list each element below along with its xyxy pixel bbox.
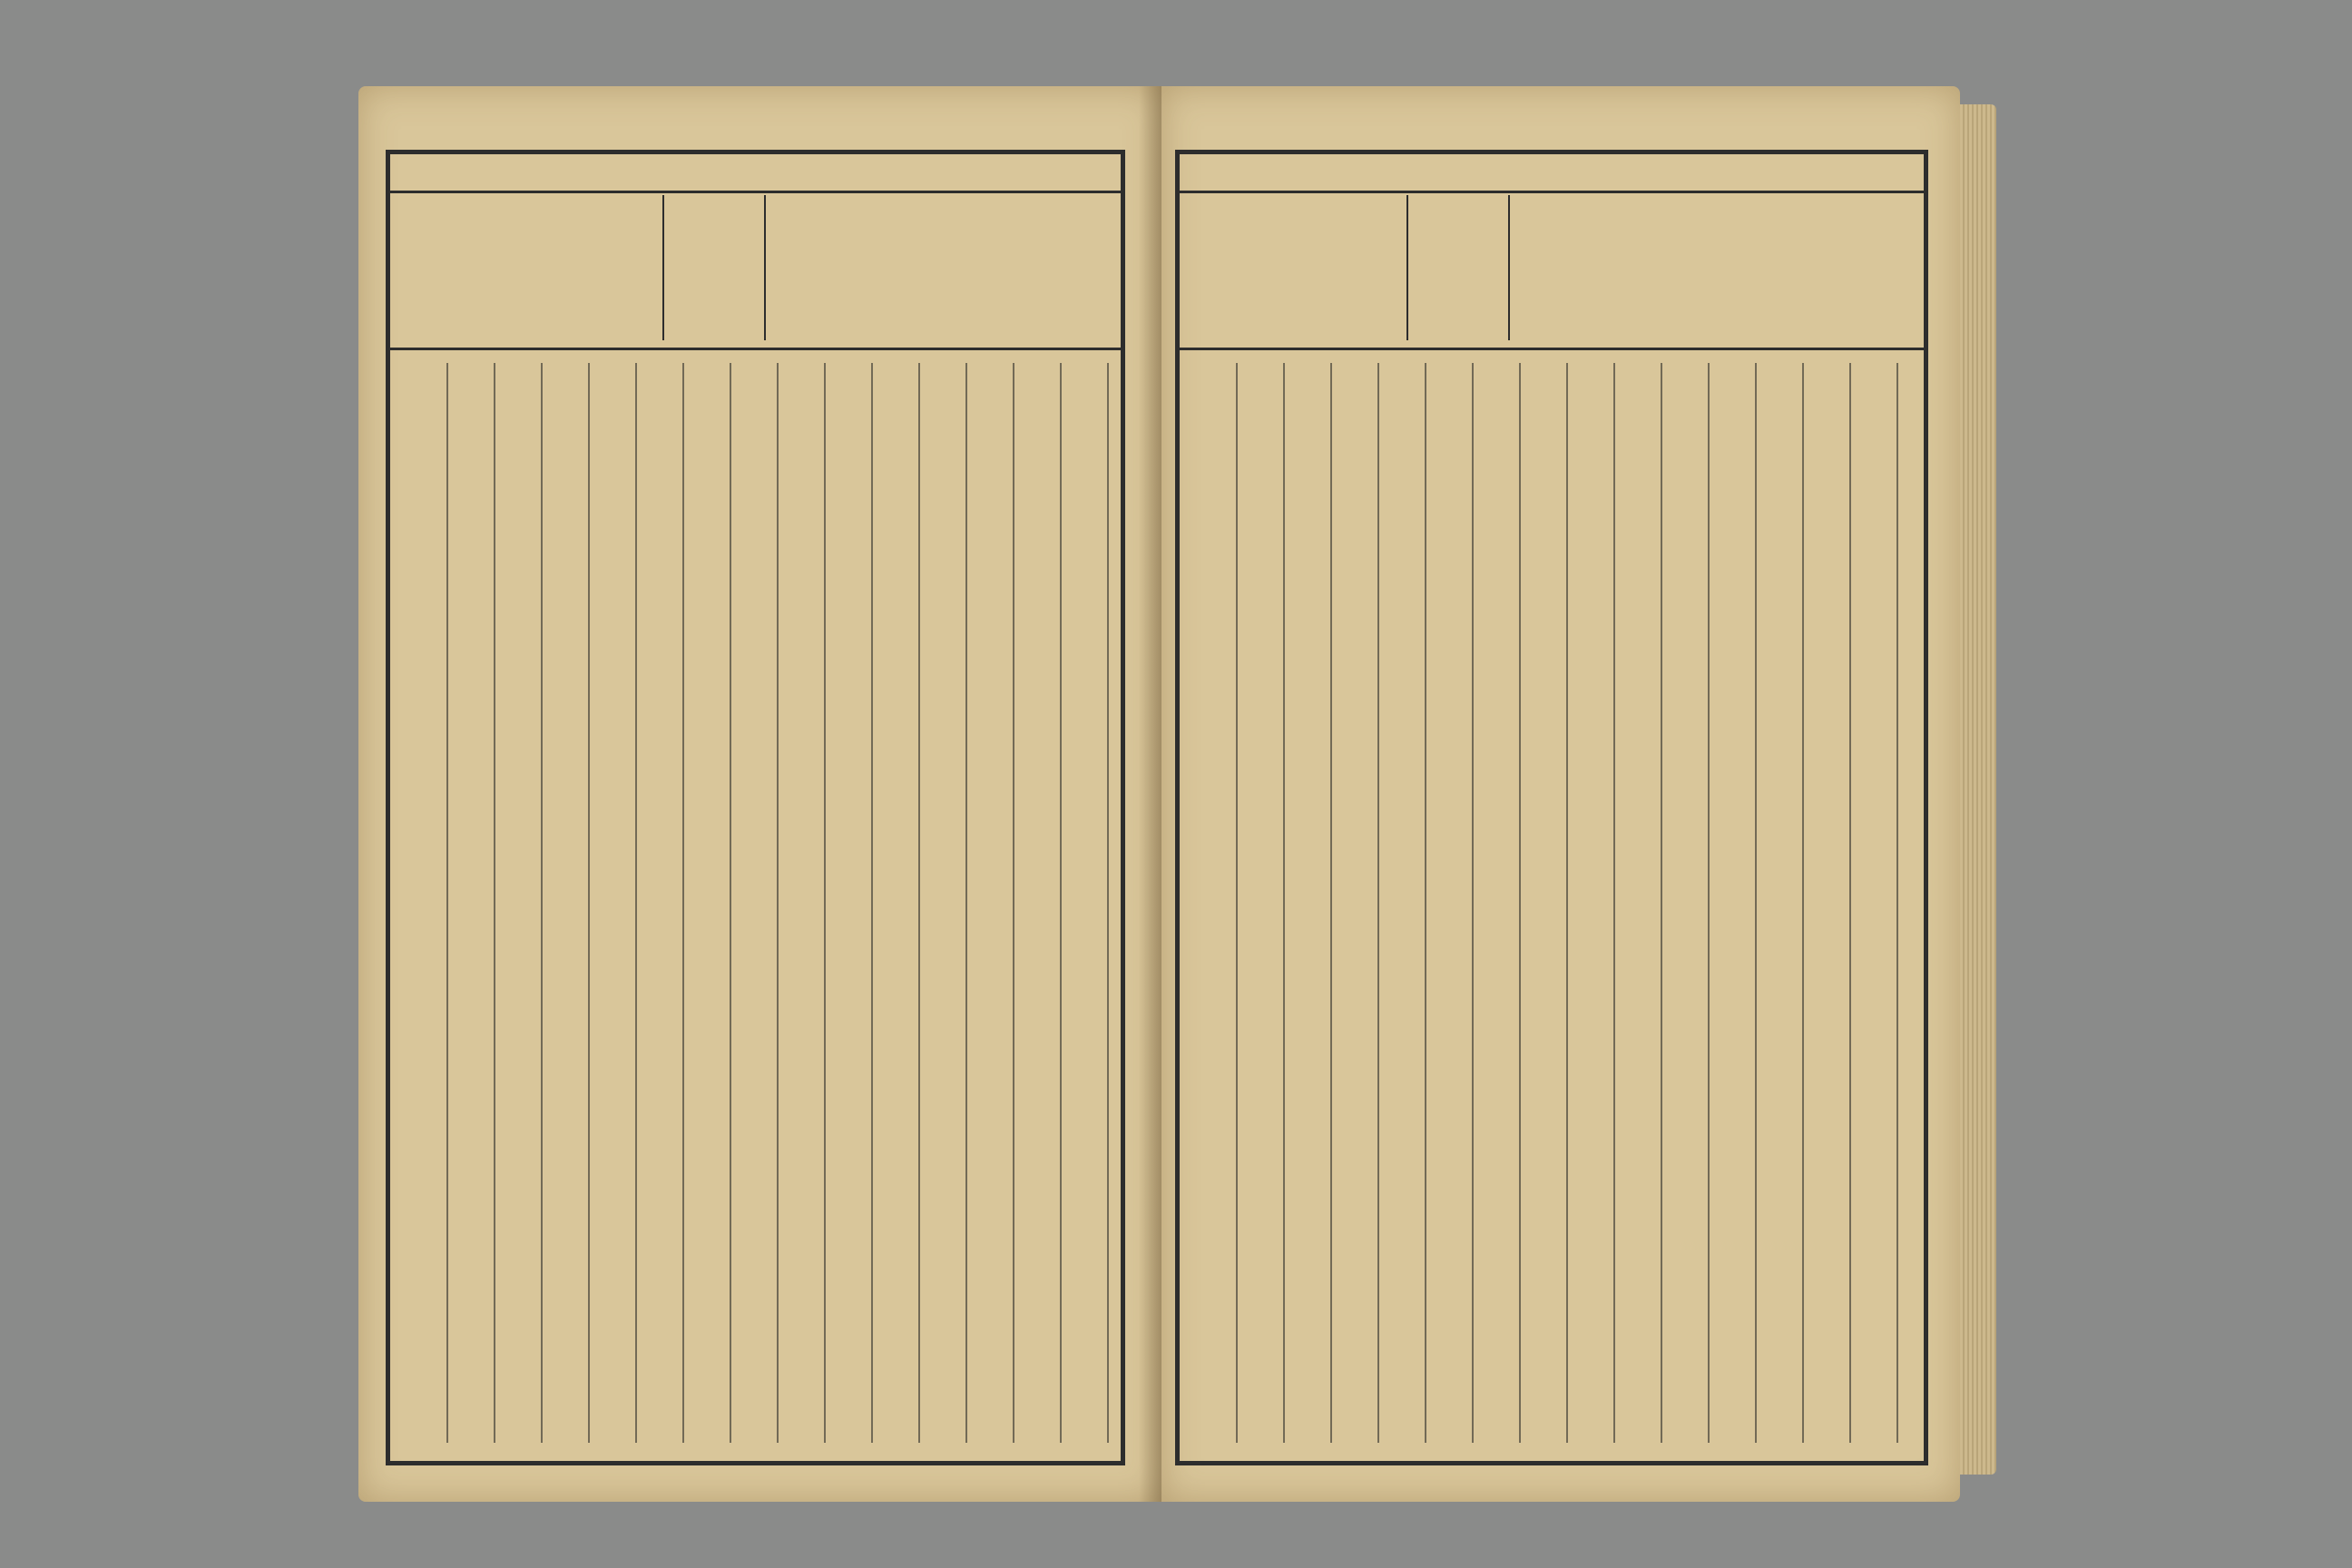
left-page-frame: [386, 150, 1125, 1465]
text-column: [866, 368, 907, 1438]
text-column: [1673, 368, 1715, 1438]
text-column: [915, 368, 956, 1438]
text-column: [768, 368, 809, 1438]
text-column: [719, 368, 760, 1438]
text-column: [425, 368, 466, 1438]
text-column: [1722, 368, 1764, 1438]
text-column: [1379, 368, 1421, 1438]
text-column: [523, 368, 564, 1438]
left-header-note: [662, 195, 766, 340]
left-page: [358, 86, 1161, 1502]
text-column: [1428, 368, 1470, 1438]
text-column: [1062, 368, 1103, 1438]
text-column: [1575, 368, 1617, 1438]
text-column: [964, 368, 1005, 1438]
right-page-frame: [1175, 150, 1928, 1465]
text-column: [1281, 368, 1323, 1438]
text-column: [572, 368, 613, 1438]
text-column: [1526, 368, 1568, 1438]
text-column: [817, 368, 858, 1438]
text-column: [1820, 368, 1862, 1438]
right-header-band: [1180, 191, 1924, 350]
text-column: [1013, 368, 1054, 1438]
text-column: [1771, 368, 1813, 1438]
page-stack-edge: [1960, 104, 1996, 1475]
text-column: [474, 368, 515, 1438]
right-page: [1161, 86, 1960, 1502]
text-column: [670, 368, 711, 1438]
text-column: [621, 368, 662, 1438]
text-column: [1330, 368, 1372, 1438]
text-column: [1869, 368, 1911, 1438]
text-column: [1232, 368, 1274, 1438]
open-book: [358, 86, 1992, 1502]
right-header-note: [1406, 195, 1510, 340]
text-column: [1624, 368, 1666, 1438]
text-column: [1477, 368, 1519, 1438]
